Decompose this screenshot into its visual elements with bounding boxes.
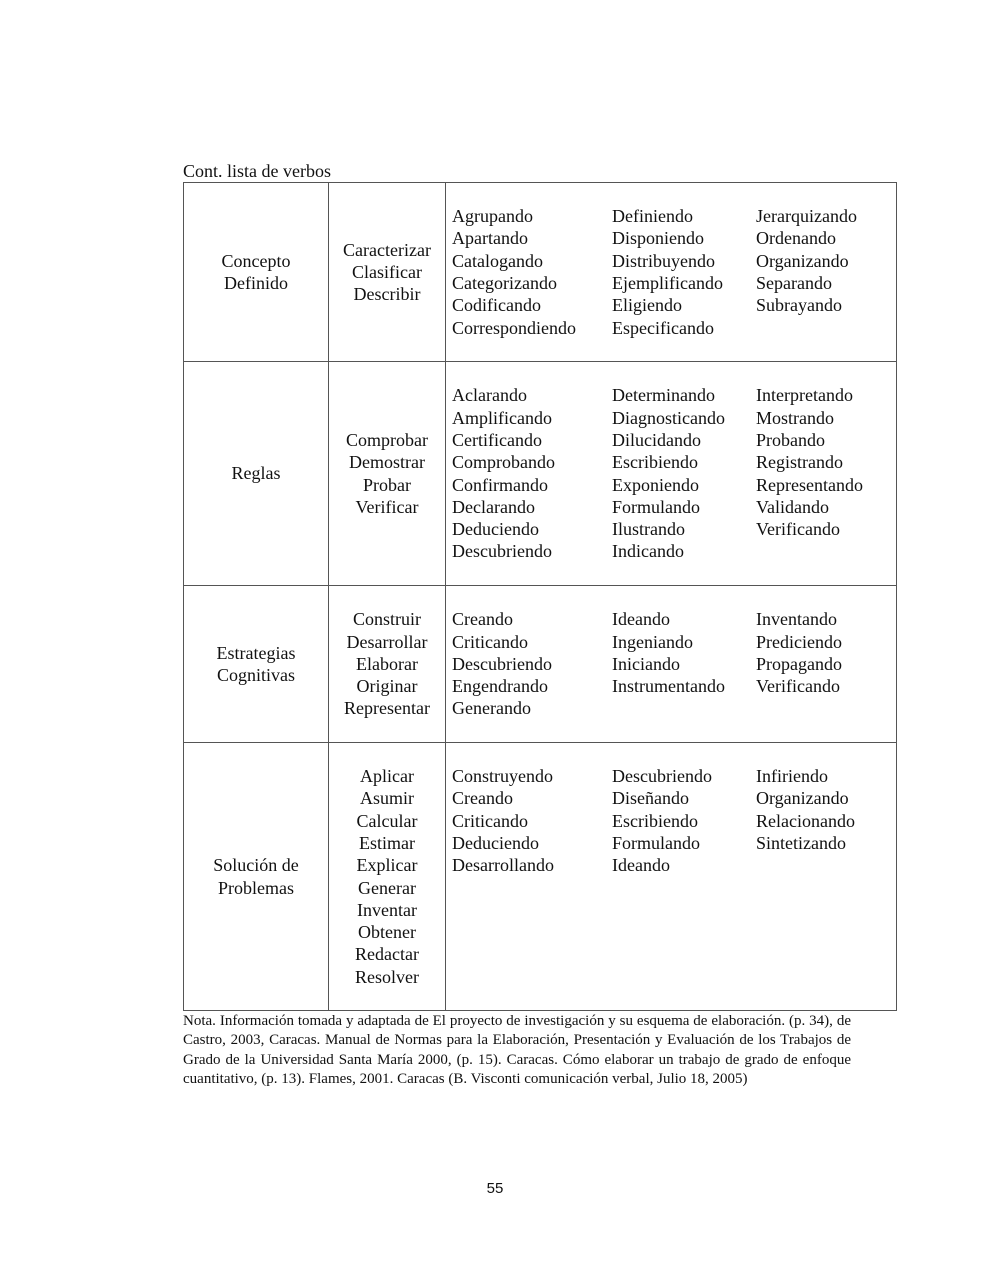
gerund: Criticando [452,631,528,652]
category-line: Definido [224,273,288,293]
gerund: Diagnosticando [612,407,725,428]
gerund: Registrando [756,452,843,473]
gerund: Declarando [452,496,535,517]
gerund-column [452,608,612,719]
base-verb: Clasificar [352,261,422,282]
base-verb: Verificar [355,496,419,517]
gerund: Ejemplificando [612,273,723,293]
gerund: Instrumentando [612,676,725,697]
gerund: Comprobando [452,452,555,473]
gerund: Separando [756,273,832,293]
gerund: Correspondiendo [452,317,576,338]
gerunds-cell [446,183,897,362]
gerund: Creando [452,788,513,809]
gerund: Formulando [612,496,700,517]
gerund: Especificando [612,317,714,338]
base-verbs-cell [329,183,446,362]
gerund-column [756,205,896,316]
base-verb: Calcular [356,810,418,831]
gerund: Determinando [612,385,715,406]
base-verb: Describir [353,284,421,305]
gerund: Dilucidando [612,429,701,450]
gerund-column [756,765,896,854]
source-note: Nota. Información tomada y adaptada de El proyecto de investigación y su esquema de elaboración. (p. 34), de Castro, 2003, Caracas. Manual de Normas para la Elaboración, Presentación y Evaluación de los Trabajos de Grado de la Universidad Santa María 2000, (p. 15). Caracas. Cómo elaborar un trabajo de grado de enfoque cuantitativo, (p. 13). Flames, 2001. Caracas (B. Visconti comunicación verbal, Julio 18, 2005) [183,1013,851,1088]
gerund: Iniciando [612,653,680,674]
gerund: Construyendo [452,766,553,786]
verbs-table [183,182,897,1011]
base-verb: Resolver [355,966,419,987]
base-verb: Probar [363,474,411,495]
base-verb: Caracterizar [343,239,431,260]
category-line: Reglas [231,463,281,484]
category-line: Concepto [221,250,291,271]
gerund: Amplificando [452,407,552,428]
page-number: 55 [486,1180,504,1197]
gerund: Aclarando [452,385,527,406]
gerund: Mostrando [756,407,834,428]
gerund: Certificando [452,429,542,450]
base-verb: Demostrar [349,452,425,473]
gerund: Desarrollando [452,855,554,876]
gerund-column [756,384,896,540]
gerund: Apartando [452,228,528,249]
gerund-column [612,608,756,697]
table-row [184,183,897,362]
gerund: Infiriendo [756,766,828,786]
gerund: Ideando [612,609,670,630]
base-verb: Aplicar [360,766,414,787]
gerund: Disponiendo [612,228,704,249]
gerund: Descubriendo [452,653,552,674]
gerund: Interpretando [756,385,853,406]
gerund: Descubriendo [452,541,552,562]
gerund: Jerarquizando [756,206,857,227]
base-verb: Representar [344,698,430,719]
base-verb: Estimar [359,832,415,853]
category-cell [184,743,329,1011]
base-verb: Asumir [360,788,414,809]
gerund: Agrupando [452,206,533,227]
table-caption: Cont. lista de verbos [183,161,331,181]
base-verb: Construir [352,609,421,630]
gerund: Ordenando [756,228,836,249]
gerunds-cell [446,743,897,1011]
category-cell [184,586,329,743]
gerund: Propagando [756,653,842,674]
base-verb: Comprobar [346,429,428,450]
base-verbs-cell [329,743,446,1011]
gerund-column [452,384,612,562]
base-verb: Explicar [356,855,418,876]
gerund: Organizando [756,250,849,271]
gerund: Distribuyendo [612,250,715,271]
gerund: Prediciendo [756,631,842,652]
base-verb: Redactar [355,944,419,965]
base-verb: Inventar [357,899,417,920]
base-verb: Generar [358,877,416,898]
gerund: Representando [756,474,863,495]
table-row [184,362,897,586]
category-cell [184,362,329,586]
base-verb: Elaborar [356,653,418,674]
gerund: Escribiendo [612,810,698,831]
gerund: Ilustrando [612,519,685,540]
base-verb: Obtener [358,922,416,943]
gerund: Deduciendo [452,519,539,540]
category-line: Problemas [218,877,294,898]
gerund: Validando [756,496,829,517]
gerund: Verificando [756,519,840,540]
gerunds-cell [446,362,897,586]
gerund: Subrayando [756,295,842,316]
gerund: Deduciendo [452,832,539,853]
gerund-column [612,765,756,876]
gerund: Criticando [452,810,528,831]
gerund: Ingeniando [612,631,693,652]
gerund: Formulando [612,832,700,853]
gerund-column [452,765,612,876]
gerund: Indicando [612,541,684,562]
gerund-column [612,384,756,562]
gerund: Descubriendo [612,766,712,786]
gerund: Catalogando [452,250,543,271]
gerunds-cell [446,586,897,743]
base-verbs-cell [329,362,446,586]
gerund-column [612,205,756,339]
base-verb: Desarrollar [346,631,428,652]
gerund: Organizando [756,788,849,809]
gerund: Categorizando [452,273,557,293]
base-verbs-cell [329,586,446,743]
gerund: Verificando [756,676,840,697]
gerund: Eligiendo [612,295,682,316]
gerund: Codificando [452,295,541,316]
category-line: Cognitivas [216,665,295,685]
category-line: Estrategias [216,642,296,663]
gerund: Engendrando [452,676,548,697]
gerund: Inventando [756,609,837,630]
gerund: Confirmando [452,474,548,495]
gerund: Exponiendo [612,474,699,495]
category-line: Solución de [213,855,299,876]
gerund: Generando [452,698,531,719]
gerund: Ideando [612,855,670,876]
gerund: Probando [756,429,825,450]
gerund: Creando [452,609,513,630]
gerund: Diseñando [612,788,689,809]
gerund: Sintetizando [756,832,846,853]
table-row [184,743,897,1011]
gerund-column [756,608,896,697]
gerund: Definiendo [612,206,693,227]
base-verb: Originar [356,676,418,697]
gerund: Escribiendo [612,452,698,473]
gerund-column [452,205,612,339]
gerund: Relacionando [756,810,855,831]
table-row [184,586,897,743]
category-cell [184,183,329,362]
